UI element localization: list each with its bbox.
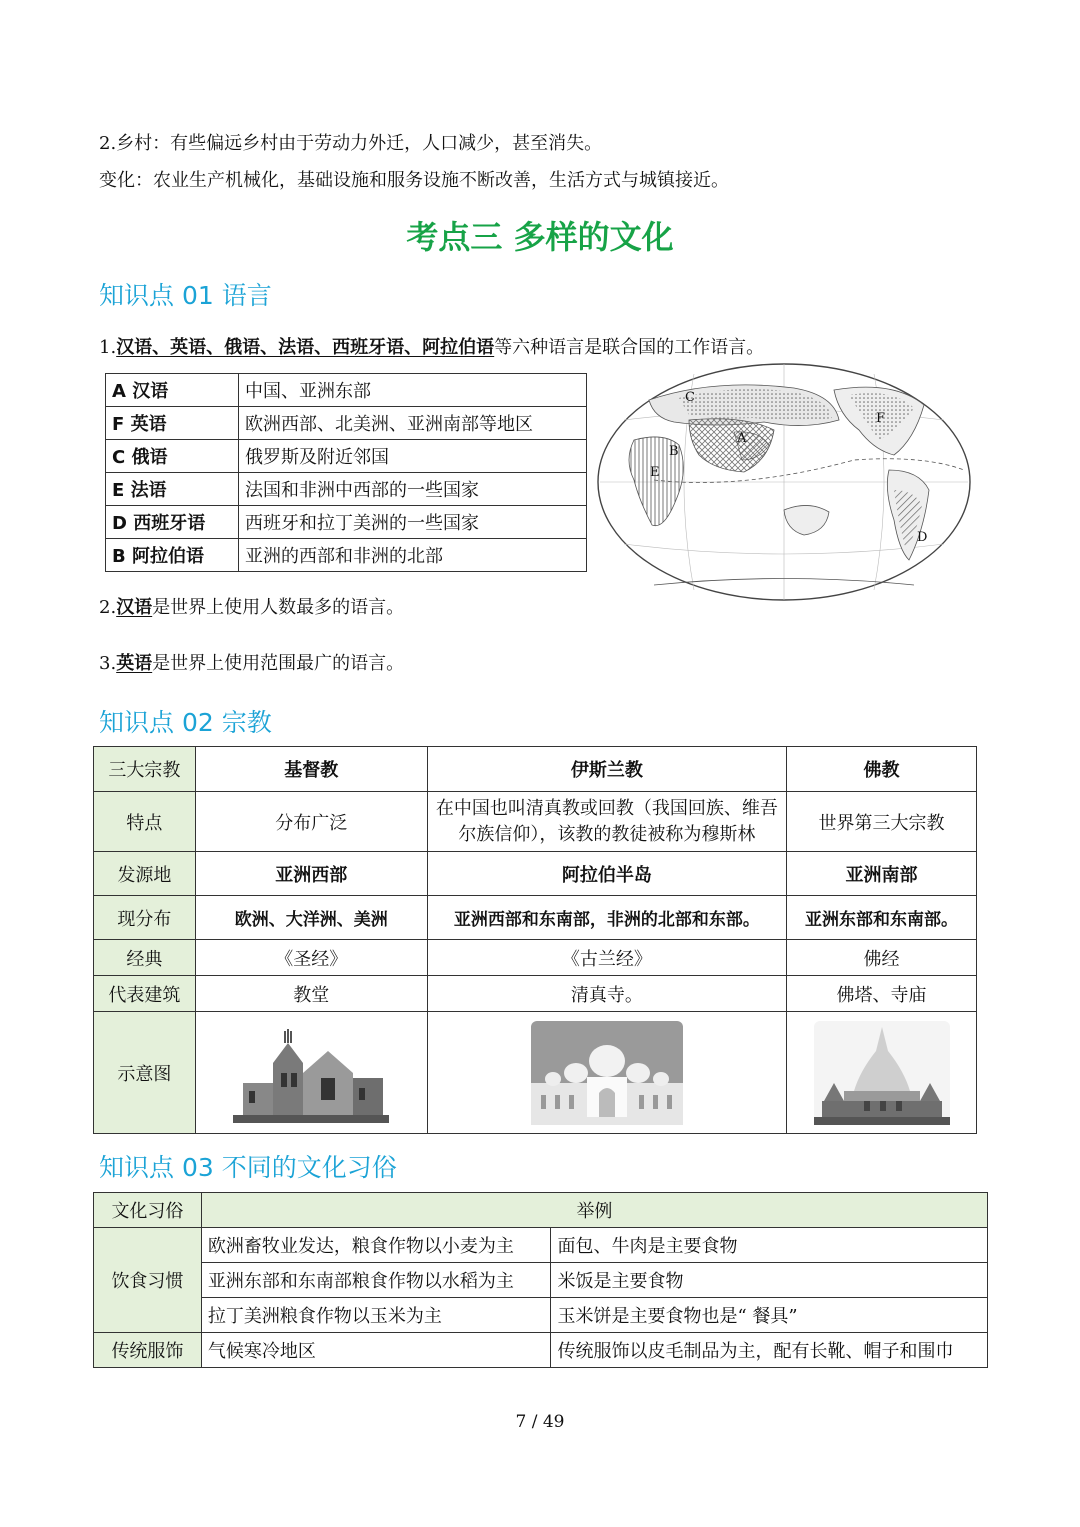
pagoda-image xyxy=(814,1021,950,1125)
map-label-b: B xyxy=(669,444,679,459)
table-cell: 清真寺。 xyxy=(427,976,786,1012)
custom-table xyxy=(93,1192,988,1368)
table-row xyxy=(94,1333,988,1368)
page-number: 7 / 49 xyxy=(515,1412,565,1432)
religion-table xyxy=(93,746,977,1134)
table-row xyxy=(94,940,977,976)
table-row xyxy=(106,473,587,506)
table-row xyxy=(94,976,977,1012)
table-row xyxy=(106,506,587,539)
kp1-para-3 xyxy=(99,652,404,676)
map-label-e: E xyxy=(650,465,660,480)
kp2-title: 知识点 02 宗教 xyxy=(99,708,272,737)
table-cell: 欧洲畜牧业发达，粮食作物以小麦为主 xyxy=(201,1228,551,1263)
table-row xyxy=(106,407,587,440)
table-cell: 亚洲东部和东南部。 xyxy=(787,896,977,940)
table-cell: 教堂 xyxy=(195,976,427,1012)
kp1-title: 知识点 01 语言 xyxy=(99,281,272,310)
table-cell: 在中国也叫清真教或回教（我国回族、维吾尔族信仰），该教的教徒被称为穆斯林 xyxy=(427,792,786,852)
kp1-p2-prefix: 2. xyxy=(99,597,117,618)
kp1-p1-bold: 汉语、英语、俄语、法语、西班牙语、阿拉伯语 xyxy=(116,337,495,358)
table-row xyxy=(94,896,977,940)
table-cell: 欧洲、大洋洲、美洲 xyxy=(195,896,427,940)
lang-region: 亚洲的西部和非洲的北部 xyxy=(239,539,587,572)
table-cell: 《圣经》 xyxy=(195,940,427,976)
table-row xyxy=(106,374,587,407)
language-table xyxy=(105,373,587,572)
kp1-p2-rest: 是世界上使用人数最多的语言。 xyxy=(152,597,405,618)
table-row xyxy=(106,539,587,572)
religion-header-cell: 基督教 xyxy=(195,747,427,792)
lang-key: E 法语 xyxy=(106,473,239,506)
lang-key: A 汉语 xyxy=(106,374,239,407)
table-row xyxy=(94,1298,988,1333)
kp1-para-1 xyxy=(99,336,764,360)
row-label: 特点 xyxy=(94,792,196,852)
section-title: 考点三 多样的文化 xyxy=(406,218,674,256)
row-label: 饮食习惯 xyxy=(94,1228,202,1333)
mosque-image xyxy=(531,1021,683,1125)
table-cell: 亚洲西部 xyxy=(195,852,427,896)
table-row xyxy=(94,1263,988,1298)
row-label: 发源地 xyxy=(94,852,196,896)
table-cell: 米饭是主要食物 xyxy=(551,1263,988,1298)
mosque-image-cell xyxy=(427,1012,786,1134)
table-cell: 玉米饼是主要食物也是“ 餐具” xyxy=(551,1298,988,1333)
custom-header-cell: 举例 xyxy=(201,1193,987,1228)
table-row xyxy=(94,792,977,852)
kp3-title: 知识点 03 不同的文化习俗 xyxy=(99,1153,397,1182)
table-cell: 阿拉伯半岛 xyxy=(427,852,786,896)
world-language-map xyxy=(594,360,974,605)
table-cell: 亚洲西部和东南部，非洲的北部和东部。 xyxy=(427,896,786,940)
intro-line-2: 变化：农业生产机械化，基础设施和服务设施不断改善，生活方式与城镇接近。 xyxy=(99,170,729,191)
custom-header-cell: 文化习俗 xyxy=(94,1193,202,1228)
map-label-c: C xyxy=(685,390,695,405)
lang-region: 中国、亚洲东部 xyxy=(239,374,587,407)
lang-key: F 英语 xyxy=(106,407,239,440)
row-label: 传统服饰 xyxy=(94,1333,202,1368)
lang-region: 法国和非洲中西部的一些国家 xyxy=(239,473,587,506)
table-row xyxy=(94,747,977,792)
kp1-p2-bold: 汉语 xyxy=(116,597,153,618)
table-cell: 面包、牛肉是主要食物 xyxy=(551,1228,988,1263)
kp1-para-2 xyxy=(99,596,404,620)
pagoda-image-cell xyxy=(787,1012,977,1134)
table-cell: 拉丁美洲粮食作物以玉米为主 xyxy=(201,1298,551,1333)
kp1-p3-prefix: 3. xyxy=(99,653,117,674)
row-label: 经典 xyxy=(94,940,196,976)
table-cell: 佛经 xyxy=(787,940,977,976)
row-label: 示意图 xyxy=(94,1012,196,1134)
table-row xyxy=(94,1012,977,1134)
table-row xyxy=(106,440,587,473)
table-cell: 亚洲东部和东南部粮食作物以水稻为主 xyxy=(201,1263,551,1298)
kp1-p1-rest: 等六种语言是联合国的工作语言。 xyxy=(494,337,765,358)
religion-header-cell: 伊斯兰教 xyxy=(427,747,786,792)
religion-header-cell: 三大宗教 xyxy=(94,747,196,792)
map-label-a: A xyxy=(737,431,747,446)
lang-key: B 阿拉伯语 xyxy=(106,539,239,572)
table-cell: 世界第三大宗教 xyxy=(787,792,977,852)
map-label-f: F xyxy=(876,411,886,426)
row-label: 代表建筑 xyxy=(94,976,196,1012)
kp1-p3-rest: 是世界上使用范围最广的语言。 xyxy=(152,653,405,674)
religion-header-cell: 佛教 xyxy=(787,747,977,792)
table-row xyxy=(94,1193,988,1228)
table-row xyxy=(94,1228,988,1263)
table-cell: 气候寒冷地区 xyxy=(201,1333,551,1368)
lang-region: 西班牙和拉丁美洲的一些国家 xyxy=(239,506,587,539)
table-cell: 分布广泛 xyxy=(195,792,427,852)
lang-key: C 俄语 xyxy=(106,440,239,473)
lang-region: 俄罗斯及附近邻国 xyxy=(239,440,587,473)
church-image xyxy=(233,1023,389,1123)
map-label-d: D xyxy=(917,530,928,545)
row-label: 现分布 xyxy=(94,896,196,940)
kp1-p3-bold: 英语 xyxy=(116,653,153,674)
table-row xyxy=(94,852,977,896)
kp1-p1-prefix: 1. xyxy=(99,337,117,358)
table-cell: 佛塔、寺庙 xyxy=(787,976,977,1012)
table-cell: 亚洲南部 xyxy=(787,852,977,896)
table-cell: 《古兰经》 xyxy=(427,940,786,976)
intro-line-1: 2.乡村：有些偏远乡村由于劳动力外迁，人口减少，甚至消失。 xyxy=(99,133,603,154)
church-image-cell xyxy=(195,1012,427,1134)
lang-region: 欧洲西部、北美洲、亚洲南部等地区 xyxy=(239,407,587,440)
table-cell: 传统服饰以皮毛制品为主，配有长靴、帽子和围巾 xyxy=(551,1333,988,1368)
lang-key: D 西班牙语 xyxy=(106,506,239,539)
